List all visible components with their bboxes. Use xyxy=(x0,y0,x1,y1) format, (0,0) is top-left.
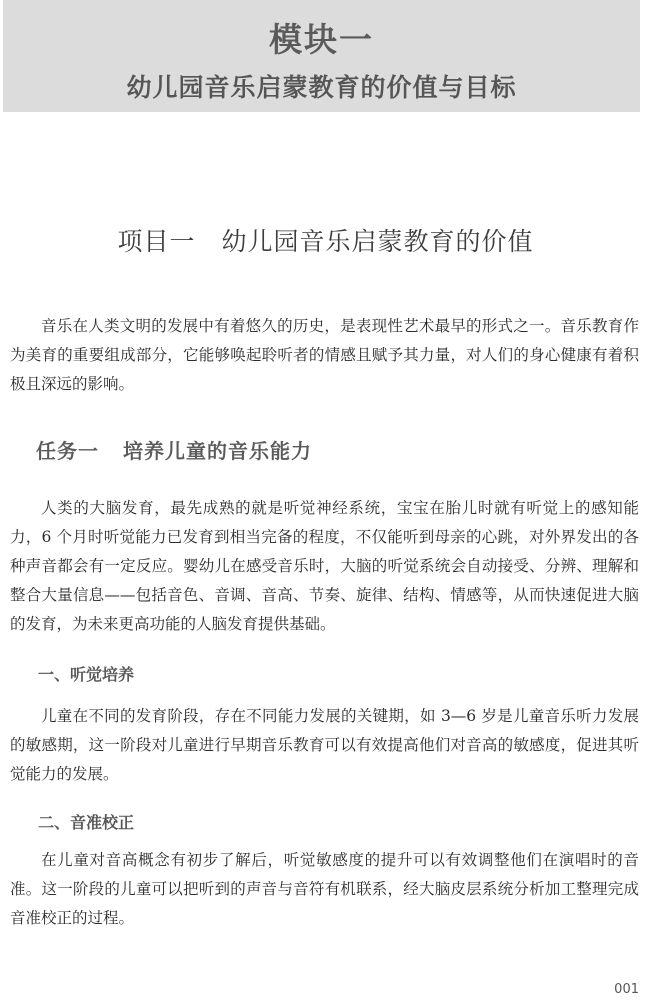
module-subtitle: 幼儿园音乐启蒙教育的价值与目标 xyxy=(126,73,517,102)
intro-paragraph: 音乐在人类文明的发展中有着悠久的历史，是表现性艺术最早的形式之一。音乐教育作为美育的重要组成部分，它能够唤起聆听者的情感且赋予其力量，对人们的身心健康有着积极且深远的影响。 xyxy=(10,317,639,393)
task-title: 培养儿童的音乐能力 xyxy=(123,439,312,463)
task-paragraph: 人类的大脑发育，最先成熟的就是听觉神经系统，宝宝在胎儿时就有听觉上的感知能力，6 个月时听觉能力已发育到相当完备的程度，不仅能听到母亲的心跳，对外界发出的各种声音都会有一定反应。婴幼儿在感受音乐时，大脑的听觉系统会自动接受、分辨、理解和整合大量信息——包括音色、音调、音高、节奏、旋律、结构、情感等，从而快速促进大脑的发育，为未来更高功能的人脑发育提供基础。 xyxy=(10,499,639,633)
module-banner xyxy=(3,0,640,112)
task-number: 任务一 xyxy=(36,439,99,463)
section-paragraph-pitch: 在儿童对音高概念有初步了解后，听觉敏感度的提升可以有效调整他们在演唱时的音准。这一阶段的儿童可以把听到的声音与音符有机联系，经大脑皮层系统分析加工整理完成音准校正的过程。 xyxy=(10,851,639,927)
section-title-hearing: 一、听觉培养 xyxy=(38,665,135,684)
section-paragraph-hearing: 儿童在不同的发育阶段，存在不同能力发展的关键期，如 3—6 岁是儿童音乐听力发展的敏感期，这一阶段对儿童进行早期音乐教育可以有效提高他们对音高的敏感度，促进其听觉能力的发展。 xyxy=(10,707,639,783)
task-heading xyxy=(36,435,312,464)
section-title-pitch: 二、音准校正 xyxy=(38,813,135,832)
page-number: 001 xyxy=(614,982,639,997)
project-title: 项目一 幼儿园音乐启蒙教育的价值 xyxy=(117,227,534,256)
module-title: 模块一 xyxy=(269,20,374,59)
